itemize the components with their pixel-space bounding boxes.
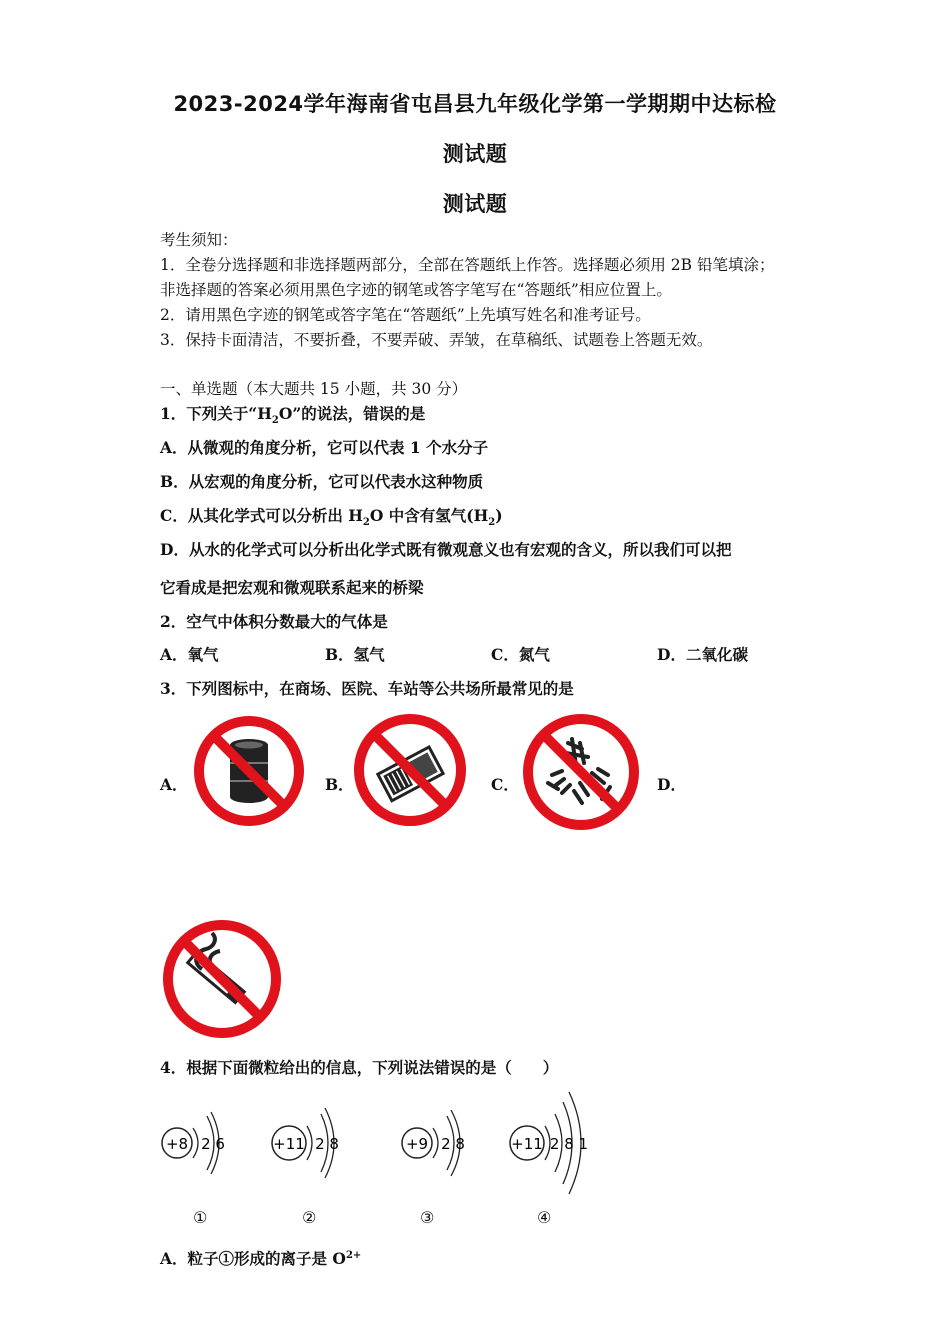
atom-diagram-1 <box>155 1098 250 1190</box>
notice-item-2: 2．请用黑色字迹的钢笔或答字笔在“答题纸”上先填写姓名和准考证号。 <box>160 306 651 324</box>
q1-option-c <box>160 504 503 528</box>
q1-c-sub2: 2 <box>488 517 496 529</box>
atom-1-shells: 2 6 <box>201 1135 225 1153</box>
q4-option-a <box>160 1247 361 1269</box>
no-chemical-barrel-sign-icon <box>193 715 305 827</box>
atom-label-3: ③ <box>420 1208 435 1227</box>
q2-option-d: D．二氧化碳 <box>657 645 748 664</box>
q1-c-post: ) <box>495 506 503 525</box>
q1-stem-pre: 1．下列关于“H <box>160 404 272 423</box>
q3-option-d: D． <box>657 775 686 794</box>
notice-item-1a: 1．全卷分选择题和非选择题两部分，全部在答题纸上作答。选择题必须用 2B 铅笔填涂； <box>160 256 775 274</box>
q1-c-pre: C．从其化学式可以分析出 H <box>160 506 363 525</box>
no-fireworks-sign-icon <box>522 713 640 831</box>
q1-stem <box>160 402 425 426</box>
notice-item-1b: 非选择题的答案必须用黑色字迹的钢笔或答字笔写在“答题纸”相应位置上。 <box>160 281 672 299</box>
exam-subtitle: 测试题 <box>442 192 508 216</box>
atom-3-nucleus: +9 <box>405 1135 429 1153</box>
atom-2-shells: 2 8 <box>315 1135 339 1153</box>
atom-label-4: ④ <box>537 1208 552 1227</box>
q1-option-d-line2: 它看成是把宏观和微观联系起来的桥梁 <box>160 578 424 597</box>
q3-stem: 3．下列图标中，在商场、医院、车站等公共场所最常见的是 <box>160 679 574 698</box>
q4-a-pre: A．粒子①形成的离子是 O <box>160 1249 346 1268</box>
notice-heading: 考生须知： <box>160 231 238 249</box>
atom-diagram-3 <box>395 1098 490 1190</box>
atom-1-nucleus: +8 <box>165 1135 189 1153</box>
no-matches-sign-icon <box>353 713 467 827</box>
q1-option-b: B．从宏观的角度分析，它可以代表水这种物质 <box>160 472 484 491</box>
atom-3-shells: 2 8 <box>441 1135 465 1153</box>
no-smoking-sign-icon <box>162 919 282 1039</box>
q4-a-sup: 2+ <box>345 1249 362 1261</box>
q2-option-b: B．氢气 <box>325 645 385 664</box>
q3-option-c: C． <box>491 775 519 794</box>
q2-option-a: A．氧气 <box>160 645 219 664</box>
q2-option-c: C．氮气 <box>491 645 550 664</box>
q2-stem: 2．空气中体积分数最大的气体是 <box>160 612 388 631</box>
q1-option-d-line1: D．从水的化学式可以分析出化学式既有微观意义也有宏观的含义，所以我们可以把 <box>160 540 732 559</box>
q1-c-sub1: 2 <box>362 517 370 529</box>
q4-stem: 4．根据下面微粒给出的信息，下列说法错误的是（ ） <box>160 1058 559 1077</box>
atom-4-nucleus: +11 <box>511 1135 543 1153</box>
section-heading: 一、单选题（本大题共 15 小题，共 30 分） <box>160 380 468 398</box>
atom-2-nucleus: +11 <box>273 1135 305 1153</box>
atom-label-2: ② <box>302 1208 317 1227</box>
exam-title-line2: 测试题 <box>442 142 508 166</box>
notice-item-3: 3．保持卡面清洁，不要折叠，不要弄破、弄皱，在草稿纸、试题卷上答题无效。 <box>160 331 713 349</box>
atom-label-1: ① <box>193 1208 208 1227</box>
q1-stem-sub: 2 <box>271 415 279 427</box>
q1-c-mid: O 中含有氢气(H <box>369 506 489 525</box>
q1-option-a: A．从微观的角度分析，它可以代表 1 个水分子 <box>160 438 489 457</box>
q1-stem-post: O”的说法，错误的是 <box>278 404 426 423</box>
atom-4-shells: 2 8 1 <box>549 1135 589 1153</box>
exam-title: 2023-2024学年海南省屯昌县九年级化学第一学期期中达标检 <box>173 92 777 116</box>
atom-diagram-2 <box>265 1098 360 1190</box>
atom-diagram-4 <box>503 1088 603 1196</box>
q3-option-a: A． <box>160 775 188 794</box>
q3-option-b: B． <box>325 775 354 794</box>
